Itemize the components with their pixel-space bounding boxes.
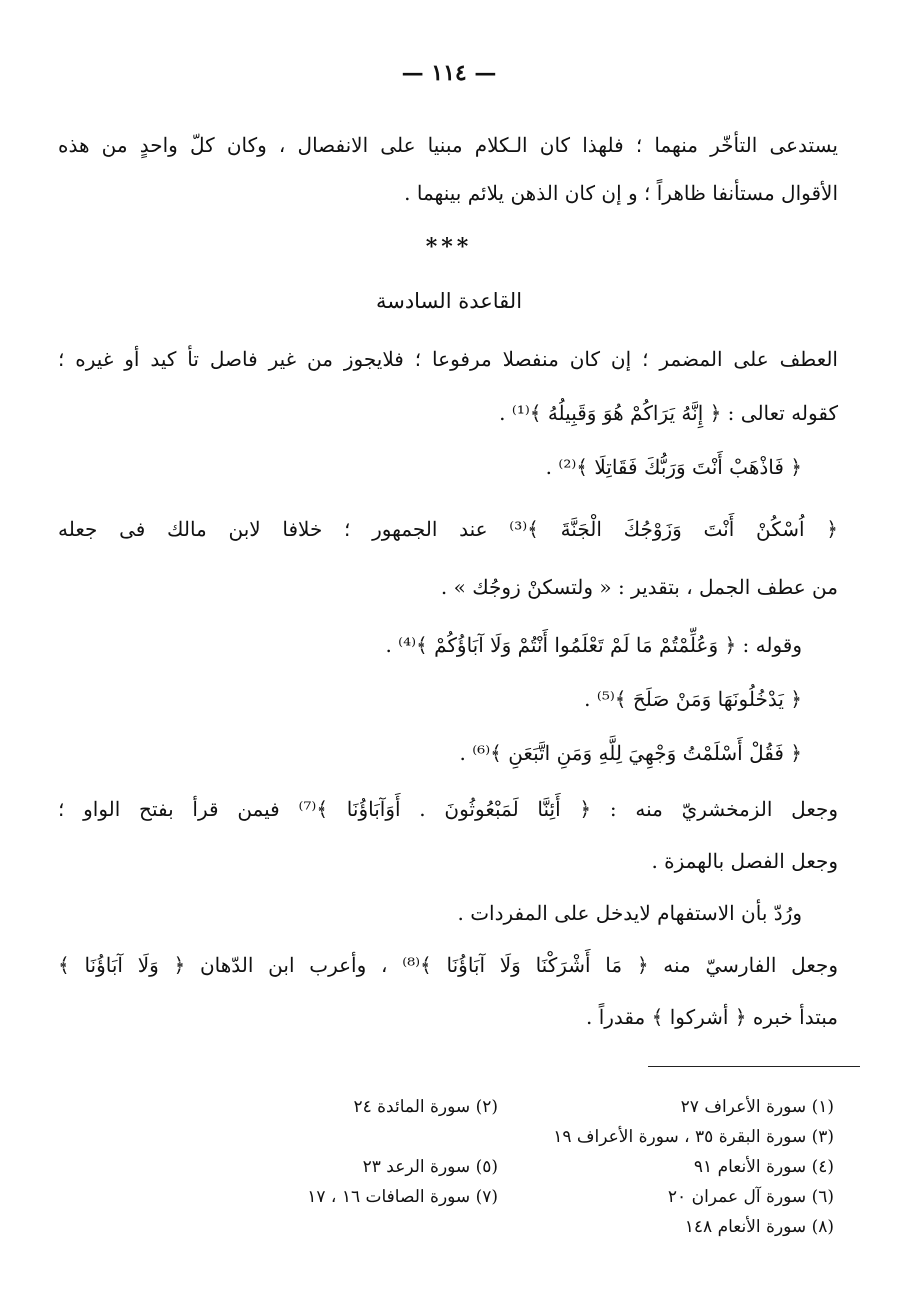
footnote: (٥) سورة الرعد ٢٣ bbox=[362, 1157, 498, 1177]
quran-verse-line: ﴿ فَاذْهَبْ أَنْتَ وَرَبُّكَ فَقَاتِلَا ﴾⁽²⁾ . bbox=[545, 455, 802, 479]
paragraph-line: وجعل الفارسيّ منه ﴿ مَا أَشْرَكْنَا وَلَا آبَاؤُنَا ﴾⁽⁸⁾ ، وأعرب ابن الدّهان ﴿ وَلَا آبَاؤُنَا ﴾ bbox=[58, 953, 838, 977]
paragraph-line: من عطف الجمل ، بتقدير : « ولتسكنْ زوجُك » . bbox=[440, 575, 838, 599]
paragraph-line: العطف على المضمر ؛ إن كان منفصلا مرفوعا ؛ فلايجوز من غير فاصل تأ كيد أو غيره ؛ bbox=[58, 347, 838, 371]
footnote-divider bbox=[648, 1066, 860, 1067]
footnote: (٦) سورة آل عمران ٢٠ bbox=[667, 1187, 834, 1207]
paragraph-line: كقوله تعالى : ﴿ إِنَّهُ يَرَاكُمْ هُوَ وَقَبِيلُهُ ﴾⁽¹⁾ . bbox=[499, 401, 838, 425]
paragraph-line: ﴿ اُسْكُنْ أَنْتَ وَزَوْجُكَ الْجَنَّةَ ﴾⁽³⁾ عند الجمهور ؛ خلافا لابن مالك فى جعله bbox=[58, 517, 838, 541]
quran-verse-line: ﴿ يَدْخُلُونَهَا وَمَنْ صَلَحَ ﴾⁽⁵⁾ . bbox=[584, 687, 802, 711]
quran-verse-line: ﴿ فَقُلْ أَسْلَمْتُ وَجْهِيَ لِلَّهِ وَمَنِ اتَّبَعَنِ ﴾⁽⁶⁾ . bbox=[459, 741, 802, 765]
paragraph-line: وجعل الزمخشريّ منه : ﴿ أَئِنَّا لَمَبْعُوثُونَ . أَوَآبَاؤُنَا ﴾⁽⁷⁾ فيمن قرأ بفتح الواو ؛ bbox=[58, 797, 838, 821]
section-title: القاعدة السادسة bbox=[375, 289, 523, 313]
footnote: (٤) سورة الأنعام ٩١ bbox=[693, 1157, 834, 1177]
paragraph-line: الأقوال مستأنفا ظاهراً ؛ و إن كان الذهن يلائم بينهما . bbox=[404, 181, 838, 205]
footnote: (٣) سورة البقرة ٣٥ ، سورة الأعراف ١٩ bbox=[553, 1127, 834, 1147]
section-separator: *** bbox=[425, 234, 473, 260]
footnote: (٧) سورة الصافات ١٦ ، ١٧ bbox=[307, 1187, 498, 1207]
paragraph-line: وقوله : ﴿ وَعُلِّمْتُمْ مَا لَمْ تَعْلَمُوا أَنْتُمْ وَلَا آبَاؤُكُمْ ﴾⁽⁴⁾ . bbox=[385, 633, 802, 657]
footnote: (٨) سورة الأنعام ١٤٨ bbox=[684, 1217, 834, 1237]
paragraph-line: مبتدأ خبره ﴿ أشركوا ﴾ مقدراً . bbox=[586, 1005, 838, 1029]
footnote: (٢) سورة المائدة ٢٤ bbox=[353, 1097, 498, 1117]
footnote: (١) سورة الأعراف ٢٧ bbox=[680, 1097, 834, 1117]
page-number: — ١١٤ — bbox=[401, 60, 497, 86]
paragraph-line: وجعل الفصل بالهمزة . bbox=[651, 849, 838, 873]
paragraph-line: يستدعى التأخّر منهما ؛ فلهذا كان الـكلام مبنيا على الانفصال ، وكان كلّ واحدٍ من هذه bbox=[58, 133, 838, 157]
paragraph-line: ورُدّ بأن الاستفهام لايدخل على المفردات . bbox=[457, 901, 802, 925]
